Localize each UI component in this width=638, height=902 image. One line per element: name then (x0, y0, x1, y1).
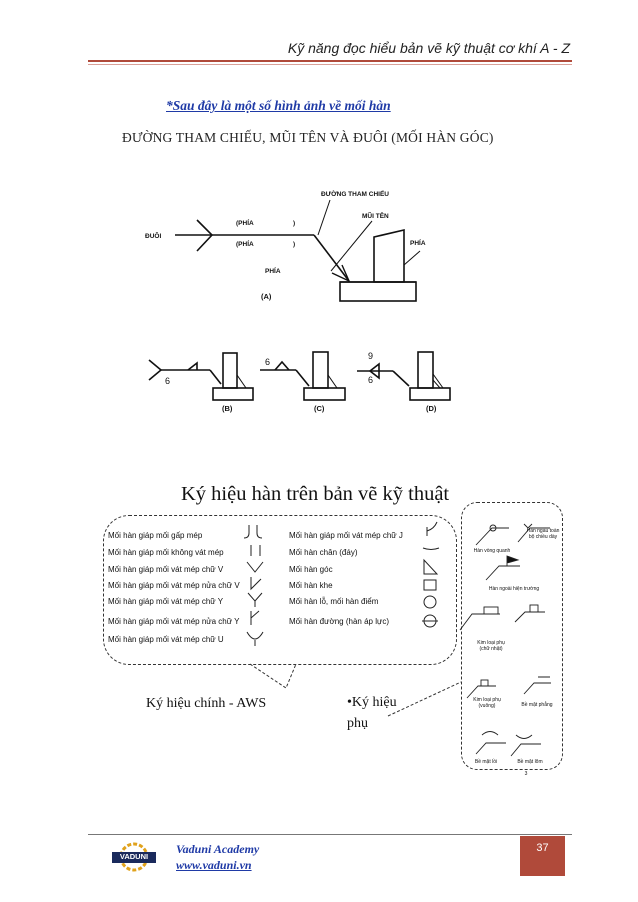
label-paren-bottom: ) (293, 241, 296, 248)
label-melt-through: Hàn ngấu toàn bộ chiều dày (526, 528, 560, 540)
weld-size-d-top: 9 (368, 351, 374, 361)
right-row-2: Mối hàn góc (289, 565, 333, 574)
weld-size-c: 6 (265, 357, 271, 367)
label-field-weld: Hàn ngoài hiện trường (488, 586, 540, 592)
label-tail: ĐUÔI (145, 233, 162, 240)
label-convex: Bề mặt lồi (474, 759, 498, 765)
label-arrow: MŨI TÊN (362, 213, 389, 220)
left-row-2: Mối hàn giáp mối vát mép chữ V (108, 565, 224, 574)
symbols-title: Ký hiệu hàn trên bản vẽ kỹ thuật (181, 483, 450, 505)
left-row-4: Mối hàn giáp mối vát mép chữ Y (108, 597, 224, 606)
right-row-1: Mối hàn chân (đáy) (289, 548, 358, 557)
footer-company: Vaduni Academy (176, 842, 260, 856)
label-part-d: (D) (426, 404, 437, 413)
label-backing-square: Kim loại phụ (vuông) (473, 697, 501, 709)
label-concave: Bề mặt lõm (517, 759, 543, 765)
left-row-5: Mối hàn giáp mối vát mép nửa chữ Y (108, 617, 240, 626)
label-part-a: (A) (261, 292, 272, 301)
logo-text: VADUNI (119, 852, 149, 861)
left-row-0: Mối hàn giáp mối gấp mép (108, 531, 203, 540)
label-part-b: (B) (222, 404, 233, 413)
right-row-3: Mối hàn khe (289, 581, 333, 590)
footer-website-link[interactable]: www.vaduni.vn (176, 858, 252, 872)
left-row-6: Mối hàn giáp mối vát mép chữ U (108, 635, 224, 644)
label-paren-top: ) (293, 220, 296, 227)
right-row-4: Mối hàn lỗ, mối hàn điểm (289, 597, 379, 606)
label-side-under: PHÍA (265, 268, 281, 275)
weld-size-b: 6 (165, 376, 171, 386)
weld-size-d-bottom: 6 (368, 375, 374, 385)
label-part-c: (C) (314, 404, 325, 413)
footer-rule (88, 834, 572, 835)
supplementary-caption: •Ký hiệu phụ (347, 695, 397, 731)
label-reference-line: ĐƯỜNG THAM CHIẾU (321, 191, 389, 198)
right-row-5: Mối hàn đường (hàn áp lực) (289, 617, 390, 626)
left-row-3: Mối hàn giáp mối vát mép nửa chữ V (108, 581, 240, 590)
label-side-top: (PHÍA (236, 220, 254, 227)
panel-mark: 3 (524, 771, 528, 777)
label-side-bottom: (PHÍA (236, 241, 254, 248)
left-row-1: Mối hàn giáp mối không vát mép (108, 548, 224, 557)
main-symbols-caption: Ký hiệu chính - AWS (146, 696, 267, 711)
page-header-title: Kỹ năng đọc hiểu bản vẽ kỹ thuật cơ khí A - Z (287, 40, 570, 56)
label-backing-rect: Kim loại phụ (chữ nhật) (477, 640, 505, 652)
figure-title: ĐƯỜNG THAM CHIẾU, MŨI TÊN VÀ ĐUÔI (MỐI HÀN GÓC) (122, 130, 494, 145)
label-side-right: PHÍA (410, 240, 426, 247)
intro-note: *Sau đây là một số hình ảnh về mối hàn (166, 98, 391, 113)
label-flush: Bề mặt phẳng (521, 702, 553, 708)
page-number: 37 (536, 842, 549, 854)
right-row-0: Mối hàn giáp mối vát mép chữ J (289, 531, 403, 540)
label-weld-all-around: Hàn vòng quanh (473, 548, 511, 554)
